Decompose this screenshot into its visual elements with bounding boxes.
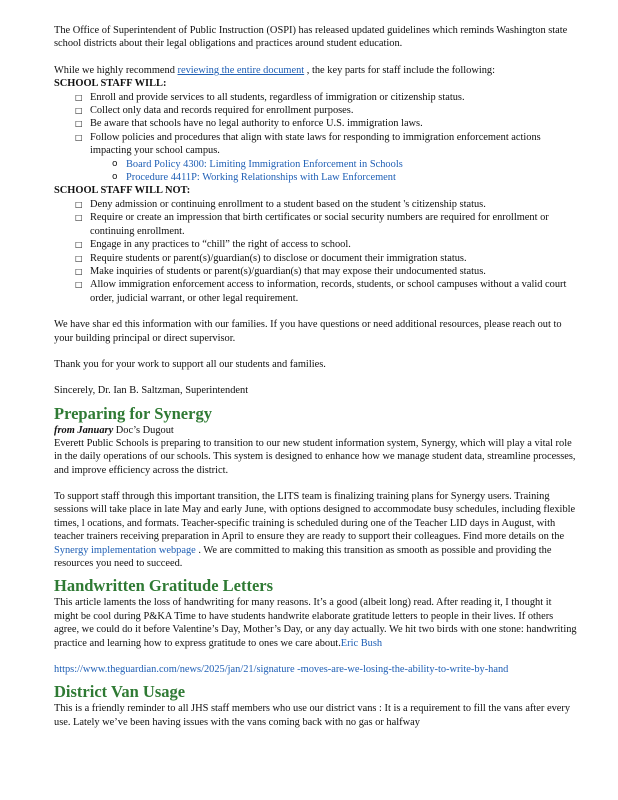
bullet-icon: □ bbox=[75, 253, 83, 263]
reviewing-document-link[interactable]: reviewing the entire document bbox=[177, 64, 305, 76]
list-item: □ Engage in any practices to “chill” the right of access to school. bbox=[75, 239, 351, 251]
list-item: □ Deny admission or continuing enrollment to a student based on the student 's citizenship status. bbox=[75, 198, 486, 210]
thank-you-paragraph: Thank you for your work to support all our students and families. bbox=[54, 358, 326, 370]
procedure-4411p-link[interactable]: Procedure 4411P: Working Relationships with Law Enforcement bbox=[126, 172, 396, 184]
synergy-byline: from January Doc’s Dugout bbox=[54, 424, 174, 436]
guardian-article-url[interactable]: https://www.theguardian.com/news/2025/jan/21/signature -moves-are-we-losing-the-ability-to-write-by-hand bbox=[54, 664, 509, 676]
staff-will-list bbox=[54, 91, 578, 158]
bullet-icon: □ bbox=[75, 280, 83, 290]
list-item: □ Collect only data and records required for enrollment purposes. bbox=[75, 105, 354, 117]
gratitude-paragraph: This article laments the loss of handwriting for many reasons. It’s a good (albeit long) read. After reading it, I thought it might be cool during P&KA Time to have students handwrite elaborate gratitude letters to people in their lives. If others agree, we could do it before Valentine’s Day, Mother’s Day, or any day actually. We hit two birds with one stone: handwriting practice and learning how to express gratitude to ones we care about.Eric Bush bbox=[54, 597, 577, 649]
list-item bbox=[54, 158, 578, 171]
signature-line: Sincerely, Dr. Ian B. Saltzman, Superintendent bbox=[54, 385, 249, 397]
list-item: □ Make inquiries of students or parent(s)/guardian(s) that may expose their undocumented status. bbox=[75, 265, 486, 277]
list-item: □ Enroll and provide services to all students, regardless of immigration or citizenship status. bbox=[75, 91, 465, 103]
synergy-paragraph-1: Everett Public Schools is preparing to transition to our new student information system, Synergy, which will play a vital role in the daily operations of our schools. This system is designed to enhance how we manage student data, streamline processes, and improve efficiency across the district. bbox=[54, 437, 576, 476]
eric-bush-link[interactable]: Eric Bush bbox=[340, 637, 383, 649]
staff-will-heading: SCHOOL STAFF WILL: bbox=[54, 78, 167, 90]
list-item: □ Be aware that schools have no legal authority to enforce U.S. immigration laws. bbox=[75, 118, 423, 130]
circle-bullet-icon: o bbox=[112, 158, 118, 169]
recommend-paragraph: While we highly recommend reviewing the entire document , the key parts for staff include the following: bbox=[54, 64, 496, 76]
bullet-icon: □ bbox=[75, 240, 83, 250]
bullet-icon: □ bbox=[75, 213, 83, 223]
list-item: □ Require students or parent(s)/guardian(s) to disclose or document their immigration status. bbox=[75, 252, 467, 264]
list-item bbox=[54, 171, 578, 184]
bullet-icon: □ bbox=[75, 132, 83, 142]
van-heading: District Van Usage bbox=[54, 682, 186, 702]
list-item: □ Allow immigration enforcement access to information, records, students, or school campuses without a valid court order, judicial warrant, or other legal requirement. bbox=[75, 279, 567, 304]
synergy-paragraph-2: To support staff through this important transition, the LITS team is finalizing training plans for Synergy users. Training sessions will take place in late May and early June, with options designed to accommodate busy schedules, including flexible times, l ocations, and formats. Teacher-specific training is scheduled during one of the Teacher LID days in August, with teacher trainers receiving preparation in April to ensure they are ready to support their colleagues. Find more details on the Synergy implementation webpage . We are committed to making this transition as smooth as possible and providing the resources you need to succeed. bbox=[54, 490, 576, 569]
gratitude-heading: Handwritten Gratitude Letters bbox=[54, 576, 274, 596]
list-item: □ Require or create an impression that birth certificates or social security numbers are required for enrollment or continuing enrollment. bbox=[75, 212, 549, 237]
staff-will-not-heading: SCHOOL STAFF WILL NOT: bbox=[54, 185, 191, 197]
van-paragraph: This is a friendly reminder to all JHS staff members who use our district vans : It is a requirement to fill the vans after every use. Lately we’ve been having issues with the vans coming back with no gas or halfway bbox=[54, 703, 571, 728]
circle-bullet-icon: o bbox=[112, 172, 118, 183]
bullet-icon: □ bbox=[75, 119, 83, 129]
bullet-icon: □ bbox=[75, 266, 83, 276]
shared-info-paragraph: We have shar ed this information with our families. If you have questions or need additional resources, please reach out to your building principal or direct supervisor. bbox=[54, 319, 562, 344]
bullet-icon: □ bbox=[75, 92, 83, 102]
synergy-implementation-link[interactable]: Synergy implementation webpage bbox=[54, 544, 196, 556]
bullet-icon: □ bbox=[75, 106, 83, 116]
bullet-icon: □ bbox=[75, 199, 83, 209]
ospi-intro-paragraph: The Office of Superintendent of Public Instruction (OSPI) has released updated guidelines which reminds Washington state school districts about their legal obligations and practices around student education. bbox=[54, 25, 568, 50]
synergy-heading: Preparing for Synergy bbox=[54, 403, 212, 423]
board-policy-4300-link[interactable]: Board Policy 4300: Limiting Immigration Enforcement in Schools bbox=[126, 158, 403, 170]
policy-links-list bbox=[54, 158, 578, 185]
staff-will-not-list bbox=[54, 198, 578, 305]
list-item: □ Follow policies and procedures that align with state laws for responding to immigration enforcement actions impacting your school campus. bbox=[75, 131, 541, 157]
